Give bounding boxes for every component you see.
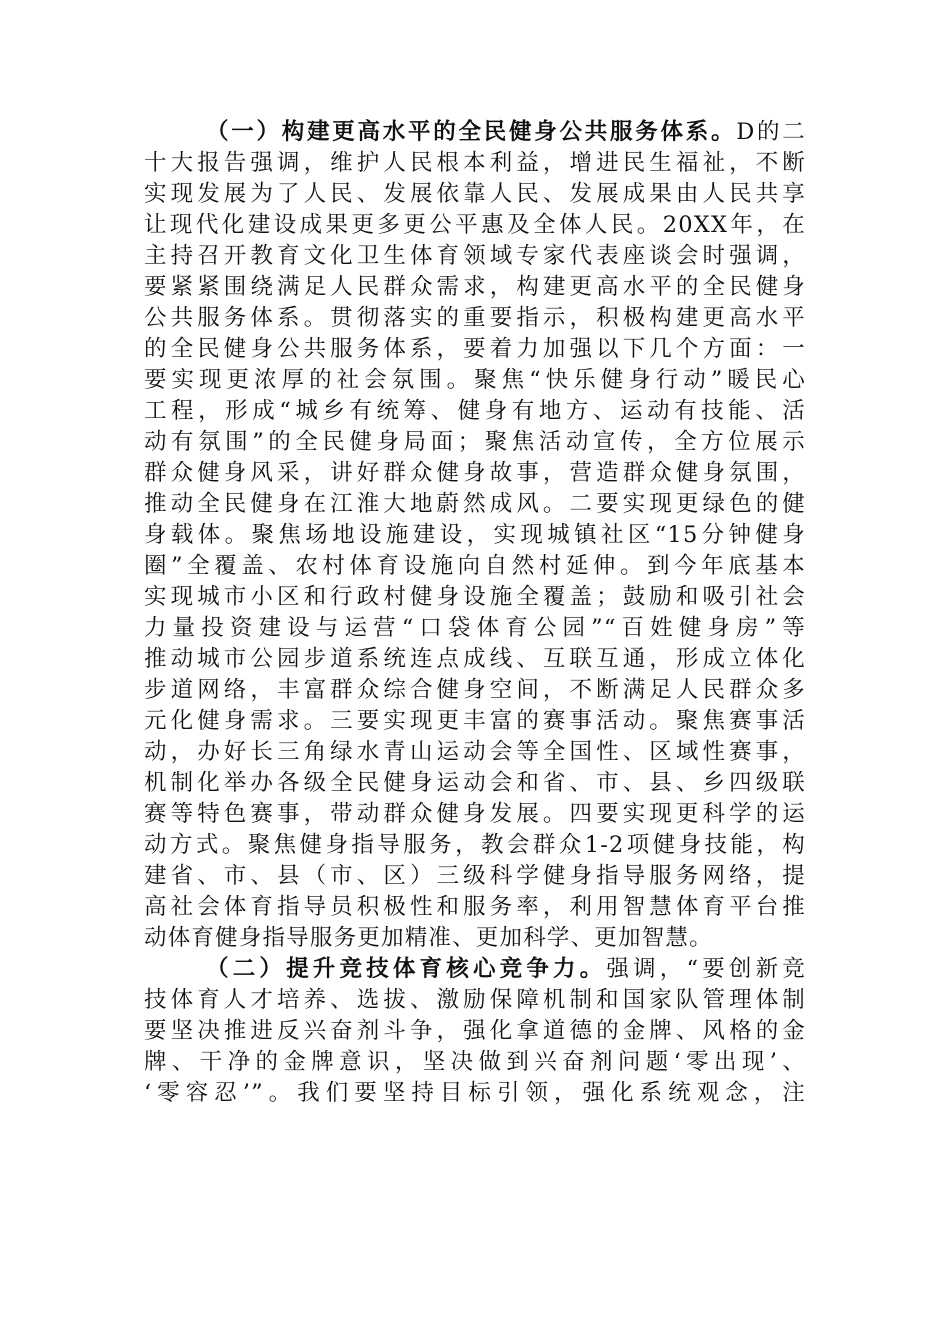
text-line: 实现城市小区和行政村健身设施全覆盖；鼓励和吸引社会 [144,584,806,610]
text-line: 的全民健身公共服务体系，要着力加强以下几个方面：一 [144,336,806,362]
text-run: 强调，“要创新竞 [606,956,806,982]
text-line: 身载体。聚焦场地设施建设，实现城镇社区“15分钟健身 [144,522,806,548]
text-line: 动体育健身指导服务更加精准、更加科学、更加智慧。 [144,925,713,951]
text-line: 机制化举办各级全民健身运动会和省、市、县、乡四级联 [144,770,806,796]
text-line: 要紧紧围绕满足人民群众需求，构建更高水平的全民健身 [144,274,806,300]
text-line: 让现代化建设成果更多更公平惠及全体人民。20XX年，在 [144,212,806,238]
text-line: 要实现更浓厚的社会氛围。聚焦“快乐健身行动”暖民心 [144,367,806,393]
section-heading: （二）提升竞技体育核心竞争力。 [206,956,607,982]
text-line: 动方式。聚焦健身指导服务，教会群众1-2项健身技能，构 [144,832,806,858]
text-line: 群众健身风采，讲好群众健身故事，营造群众健身氛围， [144,460,806,486]
text-line: 工程，形成“城乡有统筹、健身有地方、运动有技能、活 [144,398,806,424]
text-line: ‘零容忍’”。我们要坚持目标引领，强化系统观念，注 [144,1080,806,1106]
text-line: 公共服务体系。贯彻落实的重要指示，积极构建更高水平 [144,305,806,331]
text-line: 赛等特色赛事，带动群众健身发展。四要实现更科学的运 [144,801,806,827]
text-line: 步道网络，丰富群众综合健身空间，不断满足人民群众多 [144,677,806,703]
text-line: 动，办好长三角绿水青山运动会等全国性、区域性赛事， [144,739,806,765]
text-line [144,954,806,985]
text-line: 实现发展为了人民、发展依靠人民、发展成果由人民共享 [144,181,806,207]
section-heading: （一）构建更高水平的全民健身公共服务体系。 [206,119,737,145]
text-line: 技体育人才培养、选拔、激励保障机制和国家队管理体制 [144,987,806,1013]
text-line [144,117,806,148]
text-line: 高社会体育指导员积极性和服务率，利用智慧体育平台推 [144,894,806,920]
text-line: 圈”全覆盖、农村体育设施向自然村延伸。到今年底基本 [144,553,806,579]
text-line: 建省、市、县（市、区）三级科学健身指导服务网络，提 [144,863,806,889]
text-line: 推动全民健身在江淮大地蔚然成风。二要实现更绿色的健 [144,491,806,517]
text-run: D的二 [736,119,807,145]
text-line: 推动城市公园步道系统连点成线、互联互通，形成立体化 [144,646,806,672]
text-line: 动有氛围”的全民健身局面；聚焦活动宣传，全方位展示 [144,429,806,455]
document-body [144,117,806,1109]
text-line: 力量投资建设与运营“口袋体育公园”“百姓健身房”等 [144,615,806,641]
text-line: 十大报告强调，维护人民根本利益，增进民生福祉，不断 [144,150,806,176]
text-line: 元化健身需求。三要实现更丰富的赛事活动。聚焦赛事活 [144,708,806,734]
text-line: 主持召开教育文化卫生体育领域专家代表座谈会时强调， [144,243,806,269]
text-line: 要坚决推进反兴奋剂斗争，强化拿道德的金牌、风格的金 [144,1018,806,1044]
text-line: 牌、干净的金牌意识，坚决做到兴奋剂问题‘零出现’、 [144,1049,806,1075]
